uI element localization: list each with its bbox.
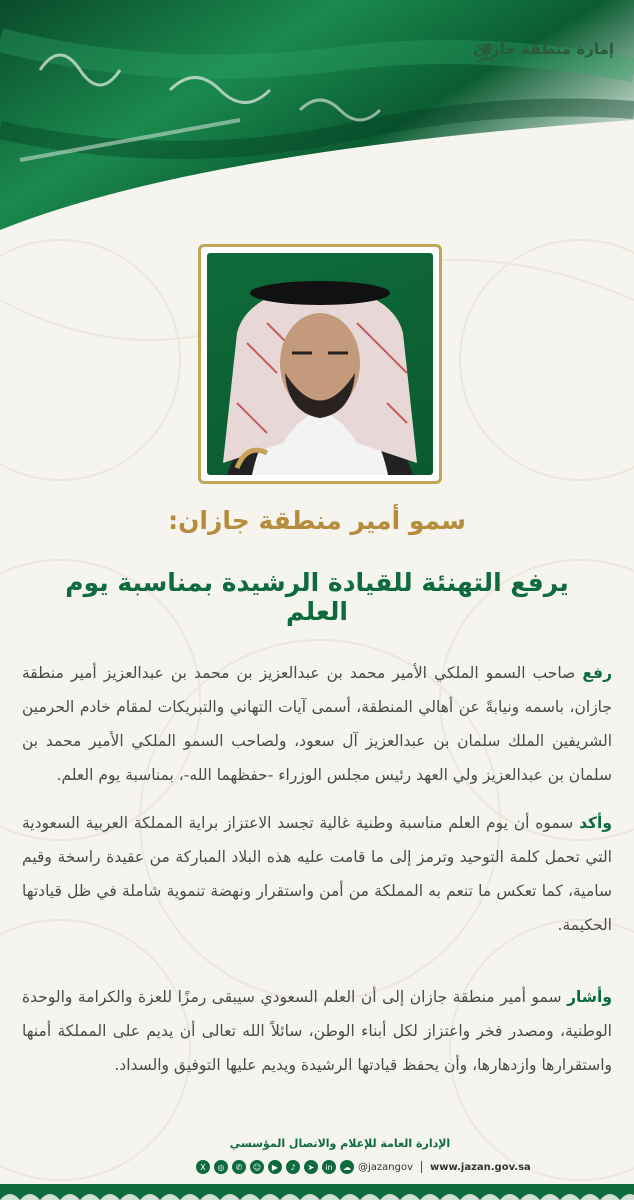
instagram-icon[interactable]: ◎: [214, 1160, 228, 1174]
jazan-emirate-logo: [473, 40, 614, 58]
footer-department: الإدارة العامة للإعلام والاتصال المؤسسي: [229, 1137, 451, 1150]
logo-text: إمارة منطقة جازان: [473, 40, 614, 58]
telegram-icon[interactable]: ➤: [304, 1160, 318, 1174]
whatsapp-icon[interactable]: ✆: [232, 1160, 246, 1174]
paragraph-1: [22, 656, 612, 792]
website-link[interactable]: www.jazan.gov.sa: [430, 1161, 531, 1173]
paragraph-3: [22, 980, 612, 1082]
paragraph-2: [22, 806, 612, 942]
linkedin-icon[interactable]: in: [322, 1160, 336, 1174]
palm-swords-emblem-icon: [473, 40, 499, 66]
youtube-icon[interactable]: ▶: [268, 1160, 282, 1174]
x-icon[interactable]: X: [196, 1160, 210, 1174]
portrait-photo: [207, 253, 433, 475]
header-flag-banner: [0, 0, 634, 230]
headline-title: يرفع التهنئة للقيادة الرشيدة بمناسبة يوم العلم: [65, 568, 569, 626]
paragraph-1-lead: رفع: [582, 663, 612, 682]
paragraph-2-lead: وأكد: [579, 813, 612, 832]
social-handle[interactable]: @jazangov: [358, 1161, 414, 1173]
snapchat-icon[interactable]: ☺: [250, 1160, 264, 1174]
footer-divider: [421, 1161, 422, 1173]
paragraph-3-text: سمو أمير منطقة جازان إلى أن العلم السعودي سيبقى رمزًا للعزة والكرامة والوحدة الوطنية، ومصدر فخر واعتزاز لكل أبناء الوطن، سائلاً الله تعالى أن يديم على المملكة أمنها واستقرارها وازدهارها، وأن يحفظ قيادتها الرشيدة ويديم عليها التوفيق والسداد.: [22, 987, 612, 1074]
portrait-frame: [198, 244, 442, 484]
footer-contact-row: [196, 1157, 531, 1177]
paragraph-3-lead: وأشار: [567, 987, 612, 1006]
paragraph-2-text: سموه أن يوم العلم مناسبة وطنية غالية تجسد الاعتزاز براية المملكة العربية السعودية التي تحمل كلمة التوحيد وترمز إلى ما قامت عليه هذه البلاد المباركة من عقيدة راسخة وقيم سامية، كما تعكس ما تنعم به المملكة من أمن واستقرار ونهضة تنموية شاملة في ظل قيادتها الحكيمة.: [22, 813, 612, 934]
headline-subtitle: سمو أمير منطقة جازان:: [168, 506, 466, 535]
paragraph-1-text: صاحب السمو الملكي الأمير محمد بن عبدالعزيز بن محمد بن عبدالعزيز أمير منطقة جازان، باسمه ونيابةً عن أهالي المنطقة، أسمى آيات التهاني والتبريكات لمقام خادم الحرمين الشريفين الملك سلمان بن عبدالعزيز آل سعود، ولصاحب السمو الملكي الأمير محمد بن سلمان بن عبدالعزيز ولي العهد رئيس مجلس الوزراء -حفظهما الله-، بمناسبة يوم العلم.: [22, 663, 612, 784]
bottom-ornament-band: [0, 1184, 634, 1200]
soundcloud-icon[interactable]: ☁: [340, 1160, 354, 1174]
tiktok-icon[interactable]: ♪: [286, 1160, 300, 1174]
